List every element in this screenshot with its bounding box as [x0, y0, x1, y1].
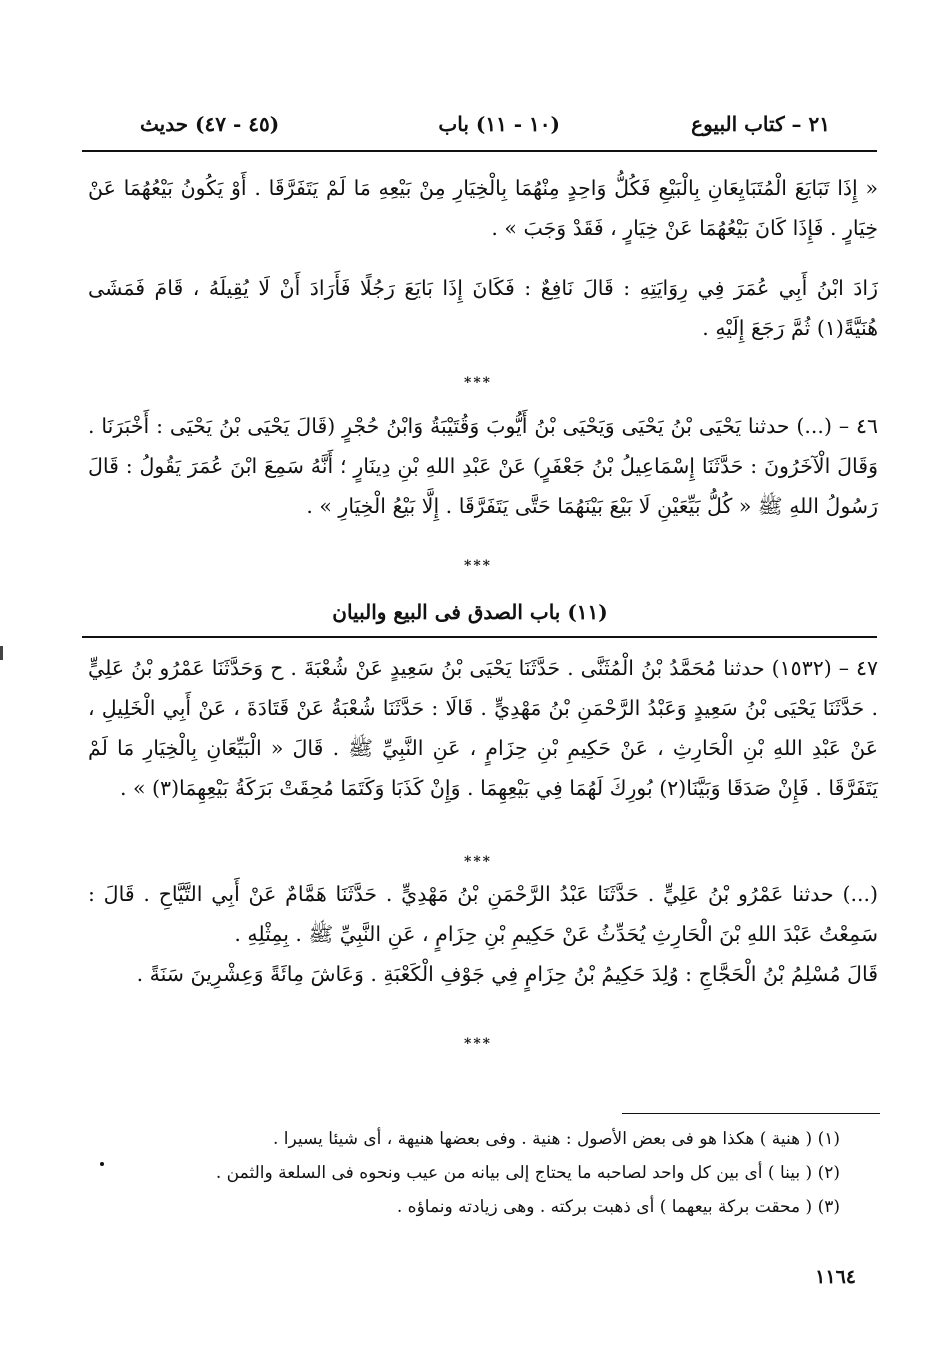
muslim-remark: قَالَ مُسْلِمُ بْنُ الْحَجَّاجِ : وُلِدَ حَكِيمُ بْنُ حِزَامٍ فِي جَوْفِ الْكَعْبَةِ . وَعَاشَ مِائَةً وَعِشْرِينَ سَنَةً . — [136, 962, 878, 986]
margin-mark — [0, 646, 3, 660]
separator-stars: *** — [464, 558, 492, 574]
separator-stars: *** — [464, 375, 492, 391]
narration-addition: زَادَ ابْنُ أَبِي عُمَرَ فِي رِوَايَتِهِ : قَالَ نَافِعٌ : فَكَانَ إِذَا بَايَعَ رَجُلًا فَأَرَادَ أَنْ لَا يُقِيلَهُ ، قَامَ فَمَشَى هُنَيَّةً(١) ثُمَّ رَجَعَ إِلَيْهِ . — [88, 276, 878, 340]
hadith-47-variant — [88, 874, 878, 994]
header-hadith-range: (٤٥ - ٤٧) حديث — [140, 112, 280, 136]
header-divider — [82, 150, 877, 152]
footnote-divider — [622, 1113, 880, 1114]
running-header — [140, 112, 830, 148]
margin-dot — [100, 1162, 104, 1166]
footnotes — [215, 1122, 840, 1224]
hadith-text-continuation: « إِذَا تَبَايَعَ الْمُتَبَايِعَانِ بِالْبَيْعِ فَكُلُّ وَاحِدٍ مِنْهُمَا بِالْخِيَارِ مِنْ بَيْعِهِ مَا لَمْ يَتَفَرَّقَا . أَوْ يَكُونُ بَيْعُهُمَا عَنْ خِيَارٍ . فَإِذَا كَانَ بَيْعُهُمَا عَنْ خِيَارٍ ، فَقَدْ وَجَبَ » . — [88, 176, 878, 240]
section-divider — [82, 636, 877, 638]
header-book-title: ٢١ – كتاب البيوع — [691, 112, 830, 136]
header-chapter-range: (١٠ - ١١) باب — [438, 112, 560, 136]
footnote-item: (١) ( هنية ) هكذا هو فى بعض الأصول : هنية . وفى بعضها هنيهة ، أى شيئا يسيرا . — [272, 1129, 840, 1149]
footnote-item: (٣) ( محقت بركة بيعهما ) أى ذهبت بركته . وهى زيادته ونماؤه . — [396, 1197, 840, 1217]
page-number: ١١٦٤ — [815, 1266, 856, 1288]
footnote-item: (٢) ( بينا ) أى بين كل واحد لصاحبه ما يحتاج إلى بيانه من عيب ونحوه فى السلعة والثمن . — [215, 1163, 840, 1183]
section-title: (١١) باب الصدق فى البيع والبيان — [332, 600, 608, 624]
separator-stars: *** — [464, 854, 492, 870]
hadith-47: ٤٧ – (١٥٣٢) حدثنا مُحَمَّدُ بْنُ الْمُثَنَّى . حَدَّثَنَا يَحْيَى بْنُ سَعِيدٍ عَنْ شُعْبَةَ . ح وَحَدَّثَنَا عَمْرُو بْنُ عَلِيٍّ . حَدَّثَنَا يَحْيَى بْنُ سَعِيدٍ وَعَبْدُ الرَّحْمَنِ بْنُ مَهْدِيٍّ . قَالَا : حَدَّثَنَا شُعْبَةُ عَنْ قَتَادَةَ ، عَنْ أَبِي الْخَلِيلِ ، عَنْ عَبْدِ اللهِ بْنِ الْحَارِثِ ، عَنْ حَكِيمِ بْنِ حِزَامٍ ، عَنِ النَّبِيِّ ﷺ . قَالَ « الْبَيِّعَانِ بِالْخِيَارِ مَا لَمْ يَتَفَرَّقَا . فَإِنْ صَدَقَا وَبَيَّنَا(٢) بُورِكَ لَهُمَا فِي بَيْعِهِمَا . وَإِنْ كَذَبَا وَكَتَمَا مُحِقَتْ بَرَكَةُ بَيْعِهِمَا(٣) » . — [88, 656, 879, 800]
hadith-47-chain: (...) حدثنا عَمْرُو بْنُ عَلِيٍّ . حَدَّثَنَا عَبْدُ الرَّحْمَنِ بْنُ مَهْدِيٍّ . حَدَّثَنَا هَمَّامٌ عَنْ أَبِي التَّيَّاحِ . قَالَ : سَمِعْتُ عَبْدَ اللهِ بْنَ الْحَارِثِ يُحَدِّثُ عَنْ حَكِيمِ بْنِ حِزَامٍ ، عَنِ النَّبِيِّ ﷺ . بِمِثْلِهِ . — [88, 882, 878, 946]
hadith-46: ٤٦ – (...) حدثنا يَحْيَى بْنُ يَحْيَى وَيَحْيَى بْنُ أَيُّوبَ وَقُتَيْبَةُ وَابْنُ حُجْرٍ (قَالَ يَحْيَى بْنُ يَحْيَى : أَخْبَرَنَا . وَقَالَ الْآخَرُونَ : حَدَّثَنَا إِسْمَاعِيلُ بْنُ جَعْفَرٍ) عَنْ عَبْدِ اللهِ بْنِ دِينَارٍ ؛ أَنَّهُ سَمِعَ ابْنَ عُمَرَ يَقُولُ : قَالَ رَسُولُ اللهِ ﷺ « كُلُّ بَيِّعَيْنِ لَا بَيْعَ بَيْنَهُمَا حَتَّى يَتَفَرَّقَا . إِلَّا بَيْعُ الْخِيَارِ » . — [88, 414, 878, 518]
separator-stars: *** — [464, 1036, 492, 1052]
